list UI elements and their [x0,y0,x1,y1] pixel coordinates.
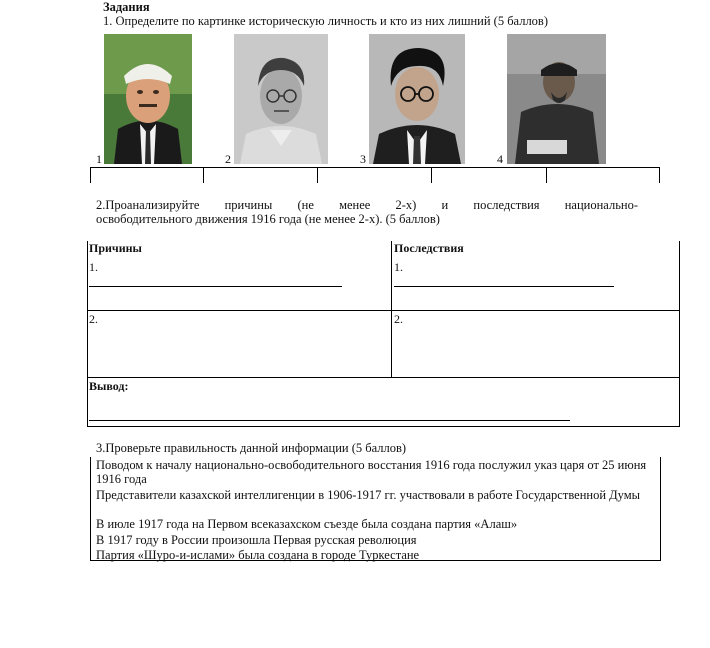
divider [660,457,661,561]
answer-line[interactable] [89,286,342,287]
divider [659,168,660,183]
portrait-man-glasses-dark-hair-icon [369,34,465,164]
causes-consequences-table [87,241,680,427]
portrait-man-skullcap-icon [104,34,192,164]
divider [431,168,432,183]
col-header-causes: Причины [89,241,142,255]
portrait-man-glasses-icon [234,34,328,164]
task2-line2: освободительного движения 1916 года (не менее 2-х). (5 баллов) [96,212,440,226]
divider [87,377,680,378]
divider [87,241,88,427]
divider [546,168,547,183]
answer-line-row[interactable] [90,167,660,183]
answer-line[interactable] [89,420,570,421]
divider [90,168,91,183]
row2-right-number: 2. [394,312,403,326]
divider [87,310,680,311]
row1-right-number: 1. [394,260,403,274]
task1-text: 1. Определите по картинке историческую личность и кто из них лишний (5 баллов) [103,14,549,28]
photo-number: 1 [96,152,102,166]
task2-text [96,198,638,226]
portrait-man-cap-seated-icon [507,34,606,164]
conclusion-label: Вывод: [89,379,129,393]
divider [317,168,318,183]
statement-row[interactable]: Партия «Шуро-и-ислами» была создана в городе Туркестане [96,548,420,562]
divider [87,426,680,427]
photo-number: 2 [225,152,231,166]
row1-left-number: 1. [89,260,98,274]
statement-row[interactable]: Представители казахской интеллигенции в 1906-1917 гг. участвовали в работе Государственной Думы [96,488,641,502]
statement-row[interactable]: В июле 1917 года на Первом всеказахском съезде была создана партия «Алаш» [96,517,518,531]
task3-text: 3.Проверьте правильность данной информации (5 баллов) [96,441,407,455]
row2-left-number: 2. [89,312,98,326]
col-header-consequences: Последствия [394,241,464,255]
divider [391,241,392,377]
divider [203,168,204,183]
heading: Задания [103,0,150,14]
divider [679,241,680,427]
task2-line1: 2.Проанализируйте причины (не менее 2-х) и последствия национально- [96,198,638,212]
photo-number: 3 [360,152,366,166]
statement-row[interactable]: В 1917 году в России произошла Первая русская революция [96,533,417,547]
answer-line[interactable] [394,286,614,287]
photo-number: 4 [497,152,503,166]
statement-row[interactable]: Поводом к началу национально-освободительного восстания 1916 года послужил указ царя от 25 июня 1916 года [96,458,647,486]
